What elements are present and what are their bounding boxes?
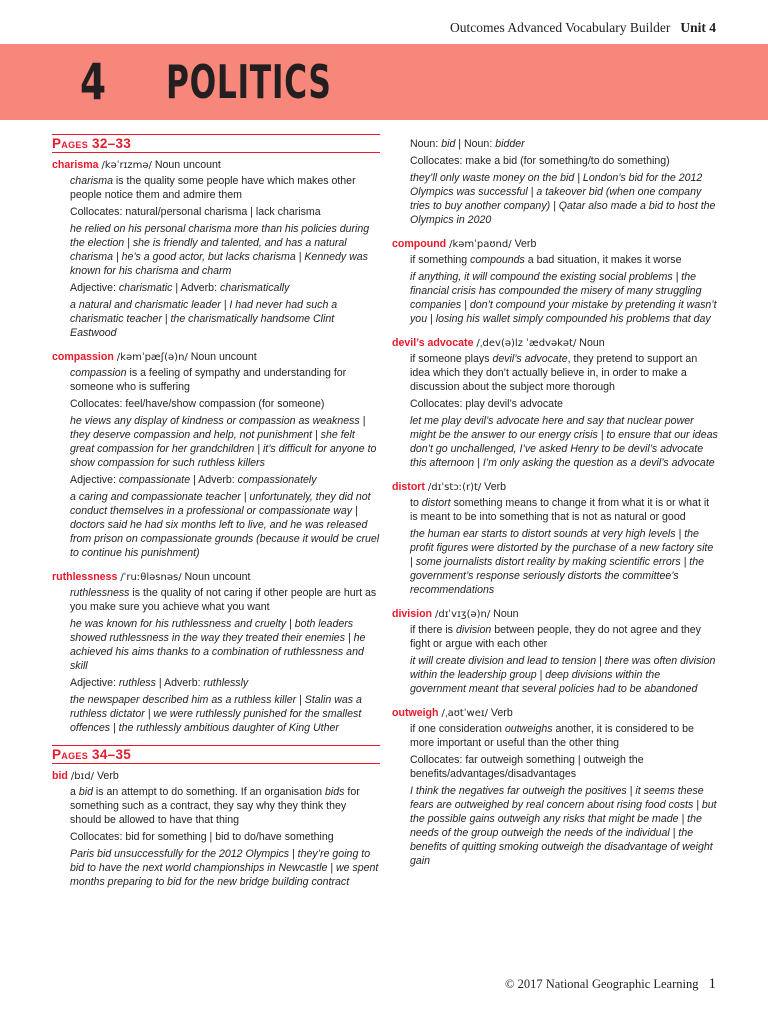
examples: I think the negatives far outweigh the positives | it seems these fears are outweighed by real concern about rising food costs | but the possible gains outweigh any risks that might be made | the needs of the group outweigh the needs of the individual | the benefits of quitting smoking outweigh the disadvantage of weight gain — [410, 785, 717, 867]
examples: he relied on his personal charisma more than his policies during the election | she is friendly and talented, and has a natural charisma | he’s a good actor, but lacks charisma | Kennedy was known for his charisma and charm — [70, 223, 370, 277]
book-title: Outcomes Advanced Vocabulary Builder — [450, 20, 671, 35]
entry-devils-advocate — [392, 336, 718, 470]
definition: if one consideration outweighs another, it is considered to be more important or useful than the other thing — [410, 723, 694, 749]
definition: if someone plays devil’s advocate, they pretend to support an idea which they don’t actually believe in, in order to make a discussion about the subject more thorough — [410, 353, 698, 393]
running-head — [450, 20, 716, 36]
examples: it will create division and lead to tension | there was often division within the leadership group | deep divisions within the government meant that several policies had to be abandoned — [410, 655, 716, 695]
pronunciation: /dɪˈvɪʒ(ə)n/ — [434, 609, 491, 620]
unit-label: Unit 4 — [680, 20, 716, 35]
entry-division — [392, 607, 718, 696]
definition: charisma is the quality some people have which makes other people notice them and admire them — [70, 175, 356, 201]
entry-outweigh — [392, 706, 718, 868]
entry-distort — [392, 480, 718, 597]
headword: distort — [392, 481, 425, 493]
examples: a caring and compassionate teacher | unfortunately, they did not conduct themselves in a professional or compassionate way | doctors said he had six months left to live, and he was released from prison on compassionate grounds (because it would be cruel to continue his punishment) — [70, 491, 380, 559]
examples: he was known for his ruthlessness and cruelty | both leaders showed ruthlessness in the way they treated their enemies | he achieved his aims thanks to a combination of ruthlessness and skill — [70, 618, 366, 672]
part-of-speech: Noun uncount — [190, 351, 257, 363]
examples: a natural and charismatic leader | I had never had such a charismatic teacher | the charismatically handsome Clint Eastwood — [70, 299, 338, 339]
unit-title: POLITICS — [166, 55, 332, 109]
pronunciation: /kəˈrɪzmə/ — [101, 160, 152, 171]
pronunciation: /kəmˈpæʃ(ə)n/ — [116, 352, 188, 363]
headword: outweigh — [392, 707, 439, 719]
definition: to distort something means to change it from what it is or what it is meant to be into something that is not as natural or good — [410, 497, 710, 523]
section-heading: Pages 32–33 — [52, 134, 380, 153]
headword: compassion — [52, 351, 114, 363]
part-of-speech: Verb — [490, 707, 513, 719]
part-of-speech: Verb — [514, 238, 537, 250]
derivatives: Adjective: ruthless | Adverb: ruthlessly — [70, 677, 249, 689]
derivatives: Noun: bid | Noun: bidder — [410, 138, 525, 150]
collocates: Collocates: feel/have/show compassion (for someone) — [70, 398, 325, 410]
page-number: 1 — [708, 976, 716, 992]
entry-ruthlessness — [52, 570, 380, 735]
unit-banner — [0, 44, 768, 120]
headword: bid — [52, 770, 68, 782]
collocates: Collocates: far outweigh something | outweigh the benefits/advantages/disadvantages — [410, 754, 644, 780]
part-of-speech: Noun — [493, 608, 519, 620]
part-of-speech: Verb — [96, 770, 119, 782]
left-column — [52, 134, 380, 899]
headword: compound — [392, 238, 447, 250]
examples: let me play devil’s advocate here and say that nuclear power might be the answer to our energy crisis | to ensure that our ideas don’t go unchallenged, I’ve asked Henry to be devil’s advocate this afternoon | I’m only asking the question as a devil’s advocate — [410, 415, 718, 469]
examples: he views any display of kindness or compassion as weakness | they deserve compassion and help, not punishment | she felt great compassion for her grandchildren | it’s difficult for anyone to show compassion for such ruthless killers — [70, 415, 377, 469]
entry-bid — [52, 769, 380, 889]
part-of-speech: Noun — [579, 337, 605, 349]
pronunciation: /dɪˈstɔː(r)t/ — [427, 482, 482, 493]
derivatives: Adjective: compassionate | Adverb: compassionately — [70, 474, 317, 486]
right-column — [392, 136, 718, 878]
definition: ruthlessness is the quality of not caring if other people are hurt as you make sure you achieve what you want — [70, 587, 377, 613]
derivatives: Adjective: charismatic | Adverb: charismatically — [70, 282, 290, 294]
collocates: Collocates: bid for something | bid to do/have something — [70, 831, 334, 843]
headword: division — [392, 608, 433, 620]
examples: the human ear starts to distort sounds at very high levels | the profit figures were distorted by the purchase of a new factory site | some journalists distort reality by making scientific errors | the government’s response seriously distorts the committee’s recommendations — [410, 528, 714, 596]
part-of-speech: Noun uncount — [184, 571, 251, 583]
definition: a bid is an attempt to do something. If an organisation bids for something such as a contract, they say why they think they should be allowed to have that thing — [70, 786, 360, 826]
pronunciation: /kəmˈpaʊnd/ — [449, 239, 512, 250]
definition: compassion is a feeling of sympathy and understanding for someone who is suffering — [70, 367, 347, 393]
collocates: Collocates: natural/personal charisma | lack charisma — [70, 206, 321, 218]
headword: devil’s advocate — [392, 337, 474, 349]
copyright: © 2017 National Geographic Learning — [505, 977, 699, 991]
examples: the newspaper described him as a ruthless killer | Stalin was a ruthless dictator | we were ruthlessly punished for the smallest offences | the ruthlessly ambitious daughter of King Uther — [70, 694, 362, 734]
entry-bid-continued — [392, 137, 718, 227]
entry-charisma — [52, 158, 380, 340]
headword: ruthlessness — [52, 571, 118, 583]
examples: Paris bid unsuccessfully for the 2012 Olympics | they’re going to bid to have the next world championships in Newcastle | we spent months preparing to bid for the new bridge building contract — [70, 848, 379, 888]
part-of-speech: Noun uncount — [154, 159, 221, 171]
collocates: Collocates: play devil’s advocate — [410, 398, 563, 410]
examples: they’ll only waste money on the bid | London’s bid for the 2012 Olympics was successful | a takeover bid (when one company tries to buy another company) | Qatar also made a bid to host the Olympics in 2020 — [410, 172, 716, 226]
page-footer — [505, 976, 716, 993]
headword: charisma — [52, 159, 99, 171]
part-of-speech: Verb — [484, 481, 507, 493]
entry-compassion — [52, 350, 380, 560]
definition: if there is division between people, they do not agree and they fight or argue with each other — [410, 624, 701, 650]
pronunciation: /ˈruːθləsnəs/ — [120, 572, 182, 583]
entry-compound — [392, 237, 718, 326]
pronunciation: /ˌaʊtˈweɪ/ — [441, 708, 488, 719]
section-heading: Pages 34–35 — [52, 745, 380, 764]
examples: if anything, it will compound the existing social problems | the financial crisis has compounded the misery of many struggling companies | don’t compound your mistake by pretending it wasn’t you | losing his wallet simply compounded his problems that day — [410, 271, 717, 325]
pronunciation: /bɪd/ — [70, 771, 94, 782]
collocates: Collocates: make a bid (for something/to do something) — [410, 155, 670, 167]
pronunciation: /ˌdev(ə)lz ˈædvəkət/ — [476, 338, 577, 349]
unit-number: 4 — [80, 53, 107, 111]
definition: if something compounds a bad situation, it makes it worse — [410, 254, 682, 266]
